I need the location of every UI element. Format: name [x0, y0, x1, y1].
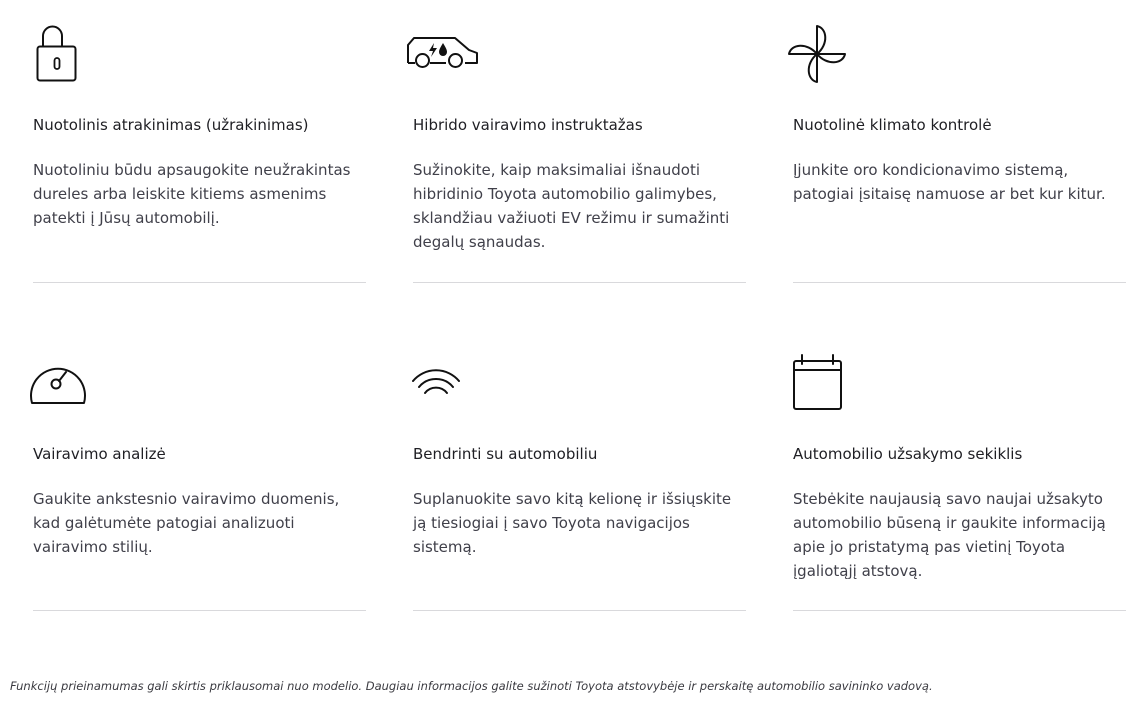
lock-icon — [33, 22, 103, 86]
feature-description: Gaukite ankstesnio vairavimo duomenis, kad galėtumėte patogiai analizuoti vairavimo stilių. — [33, 490, 340, 556]
divider — [793, 282, 1126, 283]
calendar-icon — [793, 351, 863, 415]
fan-icon — [793, 22, 863, 86]
divider — [33, 610, 366, 611]
feature-title: Vairavimo analizė — [33, 445, 166, 463]
feature-title: Bendrinti su automobiliu — [413, 445, 598, 463]
feature-title: Nuotolinis atrakinimas (užrakinimas) — [33, 116, 309, 134]
feature-description: Sužinokite, kaip maksimaliai išnaudoti hibridinio Toyota automobilio galimybes, sklandžiau važiuoti EV režimu ir sumažinti degalų sąnaudas. — [413, 161, 730, 251]
divider — [33, 282, 366, 283]
wireless-signal-icon — [413, 351, 483, 415]
feature-title: Nuotolinė klimato kontrolė — [793, 116, 992, 134]
feature-title: Hibrido vairavimo instruktažas — [413, 116, 643, 134]
feature-description: Įjunkite oro kondicionavimo sistemą, patogiai įsitaisę namuose ar bet kur kitur. — [793, 161, 1106, 203]
speedometer-icon — [33, 351, 103, 415]
feature-title: Automobilio užsakymo sekiklis — [793, 445, 1023, 463]
feature-description: Suplanuokite savo kitą kelionę ir išsiųskite ją tiesiogiai į savo Toyota navigacijos sistemą. — [413, 490, 732, 556]
feature-description: Nuotoliniu būdu apsaugokite neužrakintas dureles arba leiskite kitiems asmenims patekti į Jūsų automobilį. — [33, 161, 351, 227]
divider — [793, 610, 1126, 611]
footnote: Funkcijų prieinamumas gali skirtis priklausomai nuo modelio. Daugiau informacijos galite sužinoti Toyota atstovybėje ir perskaitę automobilio savininko vadovą. — [10, 679, 933, 693]
feature-description: Stebėkite naujausią savo naujai užsakyto automobilio būseną ir gaukite informaciją apie jo pristatymą pas vietinį Toyota įgaliotąjį atstovą. — [793, 490, 1106, 580]
divider — [413, 610, 746, 611]
hybrid-car-icon — [413, 22, 483, 86]
divider — [413, 282, 746, 283]
